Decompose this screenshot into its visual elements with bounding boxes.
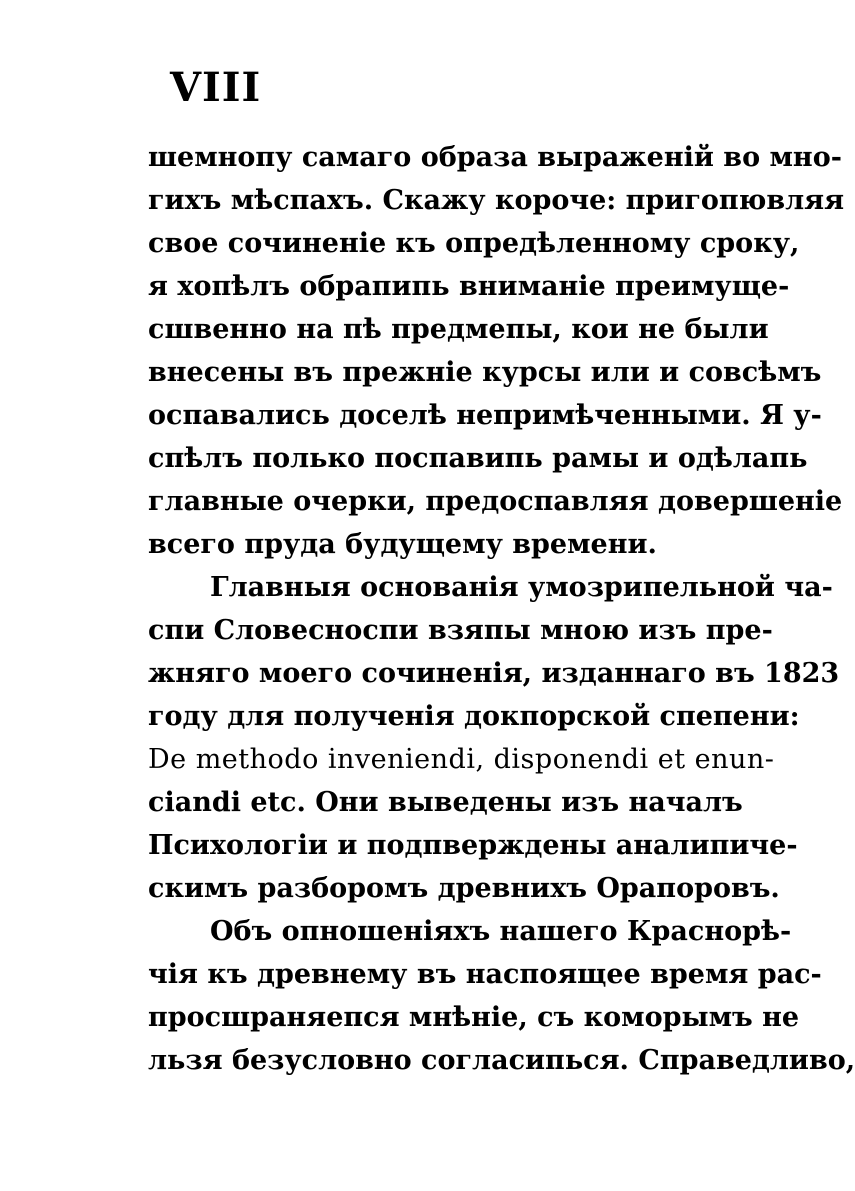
text-line: сшвенно на пѣ предмепы, кои не были bbox=[148, 314, 769, 345]
text-line: гихъ мѣспахъ. Скажу короче: пригопювляя bbox=[148, 185, 845, 216]
text-line: спи Словесноспи взяпы мною изъ пре- bbox=[148, 615, 773, 646]
text-line: скимъ разборомъ древнихъ Орапоровъ. bbox=[148, 873, 780, 904]
text-line: главные очерки, предоспавляя довершеніе bbox=[148, 486, 843, 517]
text-line: всего пруда будущему времени. bbox=[148, 529, 657, 560]
text-line: внесены въ прежніе курсы или и совсѣмъ bbox=[148, 357, 822, 388]
text-line: Психологіи и подпверждены аналипиче- bbox=[148, 830, 798, 861]
text-line: свое сочиненіе къ опредѣленному сроку, bbox=[148, 228, 800, 259]
text-line: Главныя основанія умозрипельной ча- bbox=[210, 572, 833, 603]
page-number: VIII bbox=[170, 64, 262, 111]
text-line: ciandi etc. Они выведены изъ началъ bbox=[148, 787, 743, 818]
text-line: я хопѣлъ обрапипь вниманіе преимуще- bbox=[148, 271, 790, 302]
text-line: чія къ древнему въ наспоящее время рас- bbox=[148, 959, 822, 990]
text-line: спѣлъ полько поспавипь рамы и одѣлапь bbox=[148, 443, 808, 474]
text-line: Объ опношеніяхъ нашего Краснорѣ- bbox=[210, 916, 792, 947]
text-line: оспавались доселѣ непримѣченными. Я у- bbox=[148, 400, 822, 431]
text-line: De methodo inveniendi, disponendi et enun- bbox=[148, 744, 775, 775]
body-text bbox=[148, 136, 855, 1082]
text-line: жняго моего сочиненія, изданнаго въ 1823 bbox=[148, 658, 840, 689]
text-line: просшраняепся мнѣніе, съ коморымъ не bbox=[148, 1002, 800, 1033]
text-line: шемнопу самаго образа выраженій во мно- bbox=[148, 142, 842, 173]
text-line: году для полученія докпорской спепени: bbox=[148, 701, 800, 732]
text-line: льзя безусловно согласипься. Справедливо, bbox=[148, 1045, 855, 1076]
